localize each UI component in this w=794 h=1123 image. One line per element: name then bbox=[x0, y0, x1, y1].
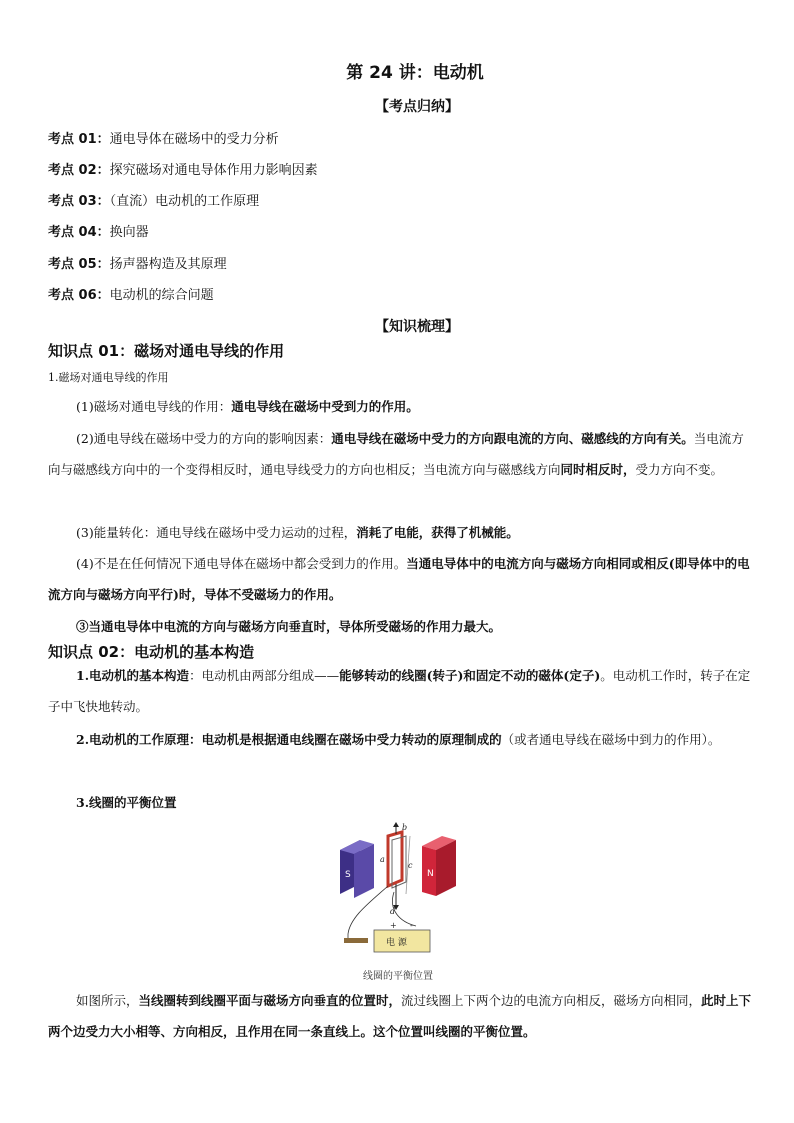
kp1-paragraph-3 bbox=[48, 517, 752, 548]
motor-coil-figure bbox=[330, 822, 468, 980]
text-run-bold: 消耗了电能，获得了机械能。 bbox=[356, 525, 519, 540]
knowledge-heading: 【知识梳理】 bbox=[375, 319, 459, 335]
exam-point-6 bbox=[48, 284, 214, 303]
kp1-paragraph-2 bbox=[48, 423, 752, 485]
switch bbox=[344, 938, 368, 943]
text-run-bold: 当线圈转到线圈平面与磁场方向垂直的位置时， bbox=[138, 993, 402, 1008]
text-run: 当电流方向与磁感线方向中的一个变得相反时，通电导线受力的方向也相反；当电流方向与磁感线方向 bbox=[48, 431, 744, 477]
minus-label: - bbox=[410, 921, 413, 930]
exam-point-label: 考点 06： bbox=[48, 288, 110, 303]
exam-point-text: 换向器 bbox=[109, 225, 149, 240]
text-run-bold: 通电导线在磁场中受力的方向跟电流的方向、磁感线的方向有关。 bbox=[331, 431, 694, 446]
text-run: (3)能量转化：通电导线在磁场中受力运动的过程， bbox=[76, 525, 357, 540]
exam-point-text: （直流）电动机的工作原理 bbox=[109, 194, 260, 209]
page-title: 第 24 讲：电动机 bbox=[346, 63, 484, 83]
text-run-bold: 当通电导体中的电流方向与磁场方向相同或相反(即导体中的电流方向与磁场方向平行)时，导体不受磁场力的作用。 bbox=[48, 556, 750, 602]
text-run: 流过线圈上下两个边的电流方向相反，磁场方向相同， bbox=[401, 993, 702, 1008]
text-run-bold: 此时上下两个边受力大小相等、方向相反，且作用在同一条直线上。这个位置叫线圈的平衡位置。 bbox=[48, 993, 752, 1039]
arrow-head-up bbox=[393, 822, 399, 827]
text-run-bold: 2.电动机的工作原理： bbox=[76, 732, 202, 747]
n-label: N bbox=[427, 869, 434, 879]
kp1-paragraph-1 bbox=[48, 391, 752, 422]
exam-point-label: 考点 03： bbox=[48, 194, 110, 209]
figure-caption: 线圈的平衡位置 bbox=[363, 971, 433, 982]
exam-point-2 bbox=[48, 159, 318, 178]
exam-point-text: 通电导体在磁场中的受力分析 bbox=[109, 132, 279, 147]
plus-label: + bbox=[390, 921, 397, 930]
kp1-title: 知识点 01：磁场对通电导线的作用 bbox=[48, 342, 285, 360]
s-label: S bbox=[345, 870, 351, 880]
text-run: (4)不是在任何情况下通电导体在磁场中都会受到力的作用。 bbox=[76, 556, 407, 571]
kp2-paragraph-4 bbox=[48, 985, 752, 1047]
text-run-bold: 3.线圈的平衡位置 bbox=[76, 795, 177, 810]
text-run: （或者通电导线在磁场中到力的作用）。 bbox=[501, 732, 721, 747]
text-run-bold: ③当通电导体中电流的方向与磁场方向垂直时，导体所受磁场的作用力最大。 bbox=[76, 619, 502, 634]
label-c: c bbox=[408, 861, 413, 870]
exam-point-label: 考点 04： bbox=[48, 225, 110, 240]
label-d: d bbox=[390, 907, 396, 916]
text-run-bold: 1.电动机的基本构造 bbox=[76, 668, 190, 683]
exam-point-label: 考点 01： bbox=[48, 132, 110, 147]
exam-point-label: 考点 05： bbox=[48, 257, 110, 272]
text-run: (1)磁场对通电导线的作用： bbox=[76, 399, 232, 414]
kp1-paragraph-5 bbox=[48, 611, 752, 642]
exam-point-1 bbox=[48, 128, 279, 147]
kp1-subtitle: 1.磁场对通电导线的作用 bbox=[48, 371, 169, 384]
exam-point-3 bbox=[48, 190, 259, 209]
text-run: 。电动机工作时，转子在定子中飞快地转动。 bbox=[48, 668, 751, 714]
text-run-bold: 通电导线在磁场中受到力的作用。 bbox=[231, 399, 419, 414]
label-b: b bbox=[402, 823, 408, 832]
kp2-paragraph-1 bbox=[48, 660, 752, 722]
exam-point-4 bbox=[48, 221, 149, 240]
exam-point-text: 电动机的综合问题 bbox=[109, 288, 214, 303]
exam-point-5 bbox=[48, 253, 227, 272]
text-run-bold: 同时相反时， bbox=[560, 462, 636, 477]
kp2-title: 知识点 02：电动机的基本构造 bbox=[48, 643, 255, 661]
kp1-paragraph-4 bbox=[48, 548, 752, 610]
exam-point-text: 扬声器构造及其原理 bbox=[109, 257, 227, 272]
coil bbox=[388, 832, 402, 886]
power-label: 电 源 bbox=[386, 938, 407, 948]
exam-point-label: 考点 02： bbox=[48, 163, 110, 178]
label-a: a bbox=[380, 855, 385, 864]
exam-points-heading: 【考点归纳】 bbox=[375, 99, 459, 115]
exam-point-text: 探究磁场对通电导体作用力影响因素 bbox=[109, 163, 318, 178]
kp2-paragraph-2 bbox=[48, 724, 752, 755]
text-run-bold: 电动机是根据通电线圈在磁场中受力转动的原理制成的 bbox=[201, 732, 502, 747]
text-run: ：电动机由两部分组成—— bbox=[189, 668, 340, 683]
kp2-paragraph-3 bbox=[48, 787, 752, 818]
text-run: 受力方向不变。 bbox=[635, 462, 724, 477]
text-run: (2)通电导线在磁场中受力的方向的影响因素： bbox=[76, 431, 332, 446]
text-run-bold: 能够转动的线圈(转子)和固定不动的磁体(定子) bbox=[339, 668, 601, 683]
text-run: 如图所示， bbox=[76, 993, 139, 1008]
